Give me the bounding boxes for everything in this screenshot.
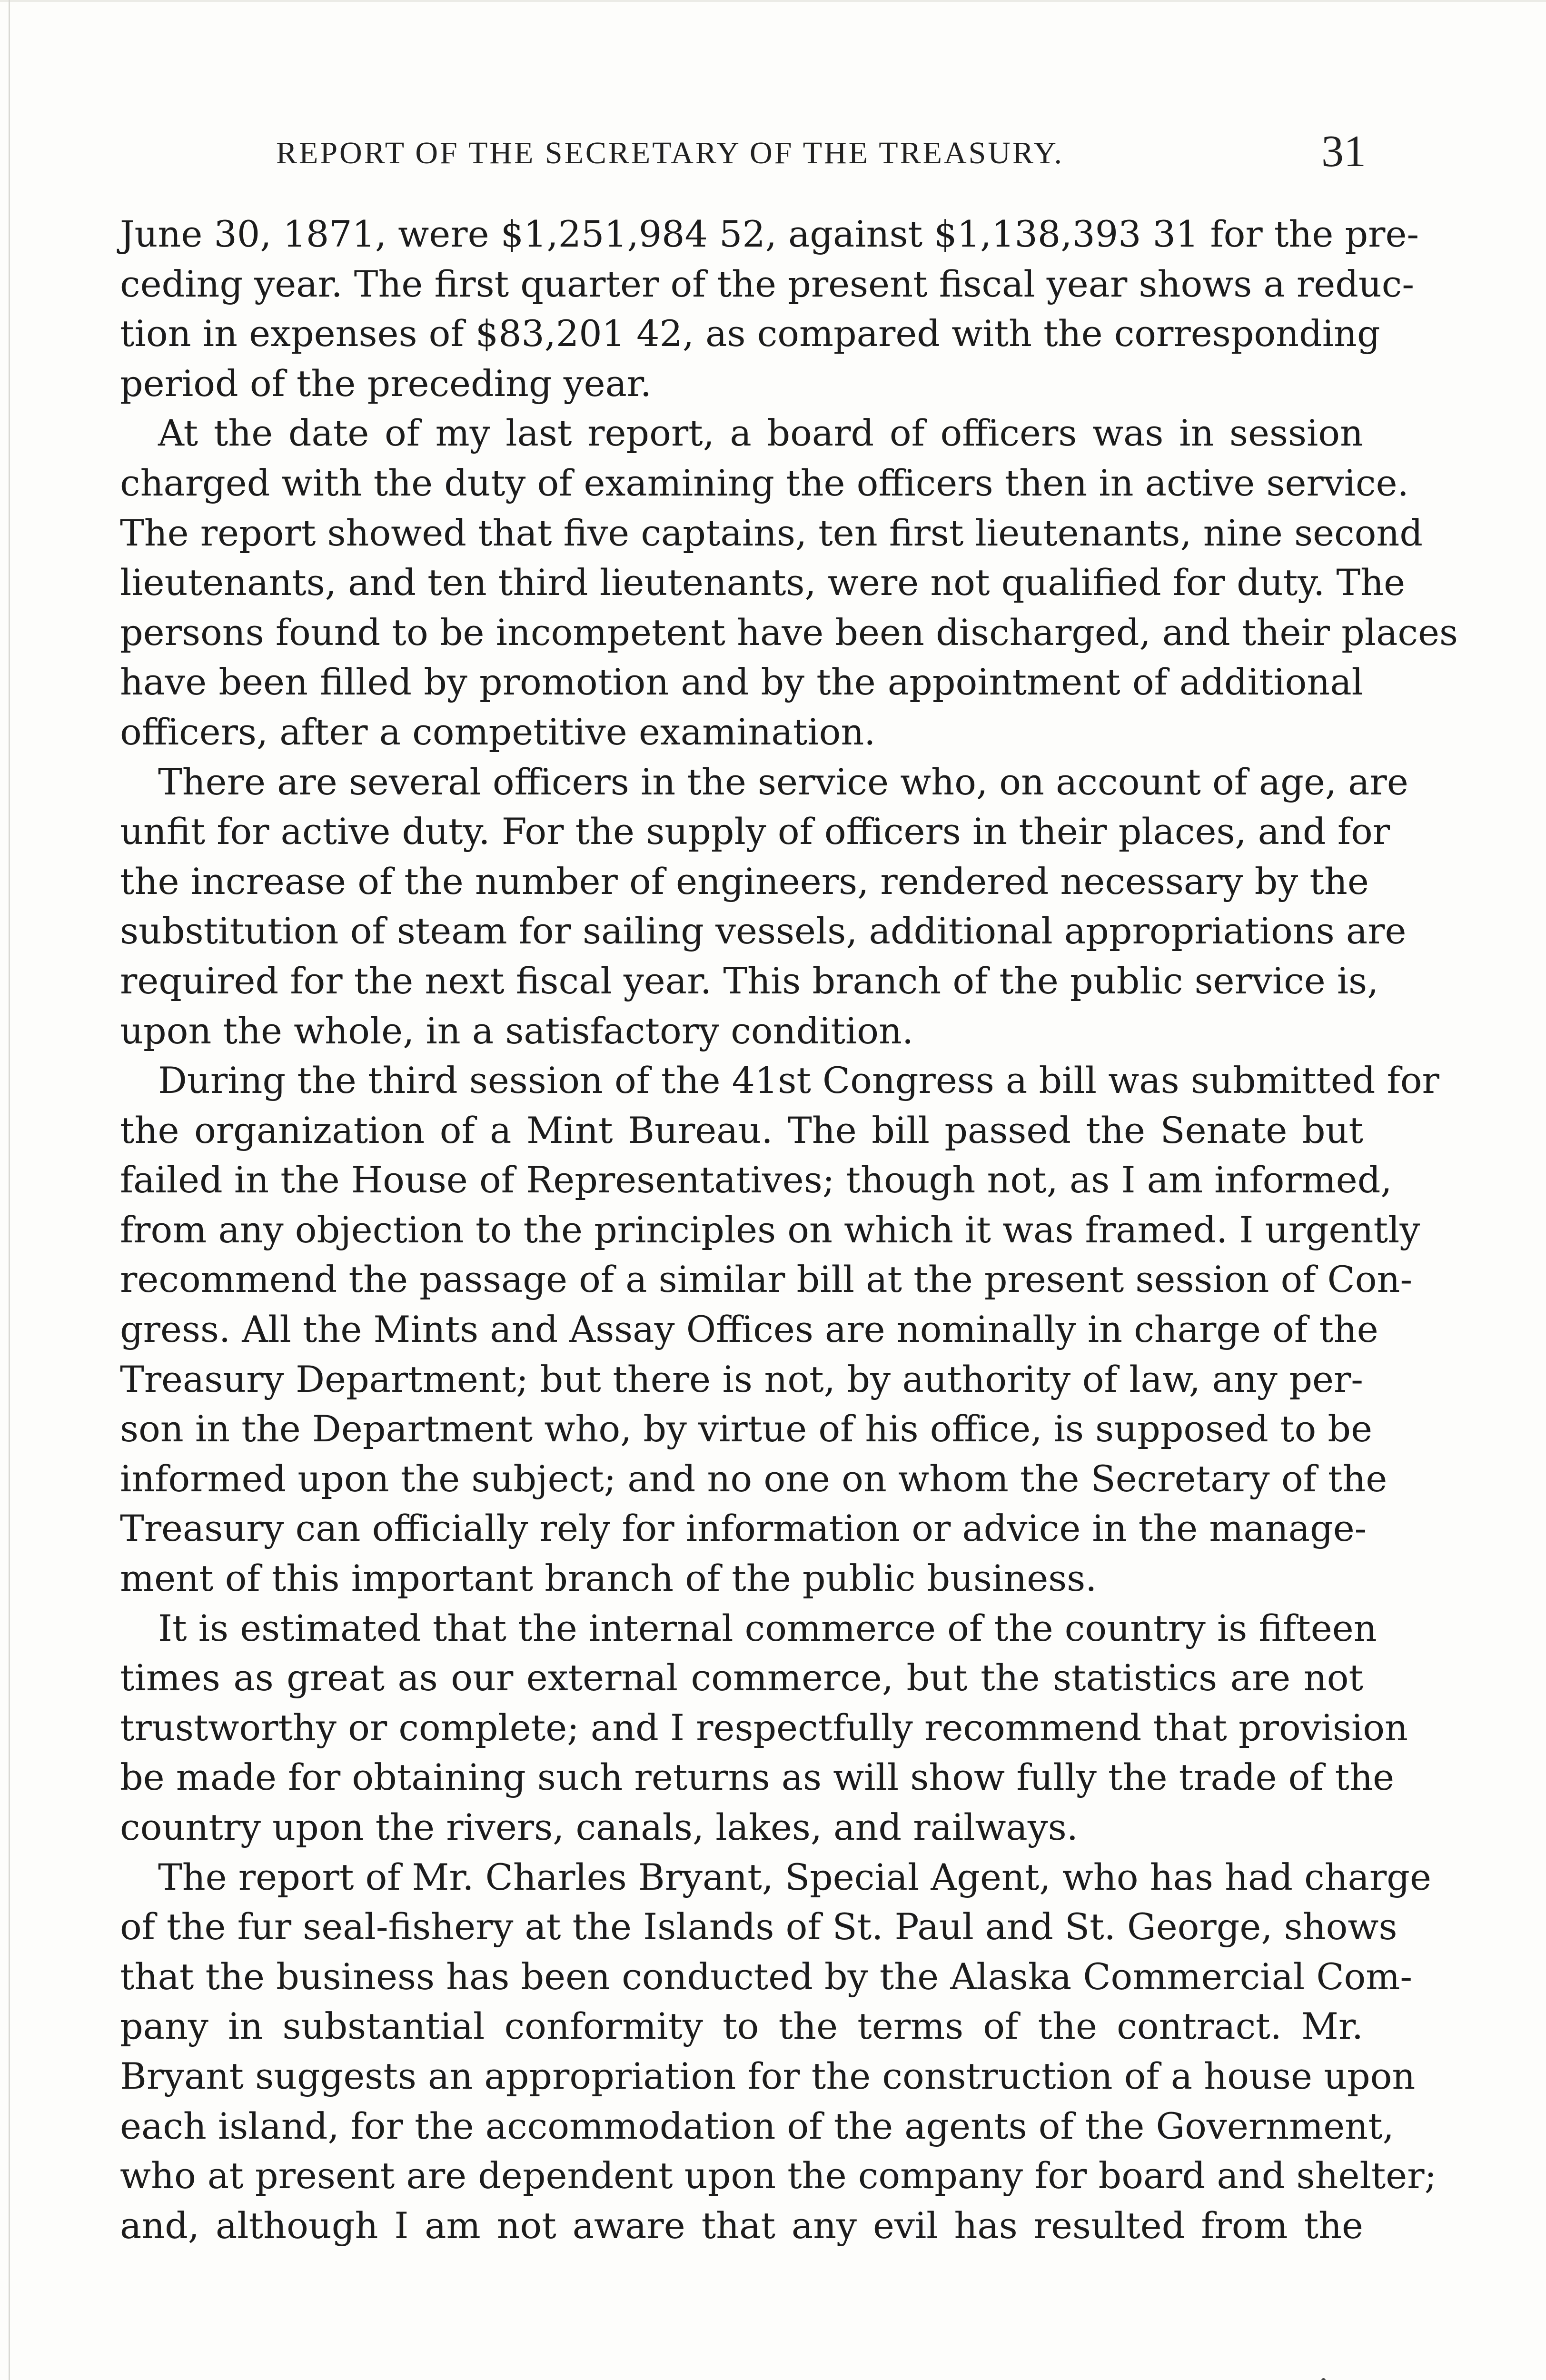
paragraph [120,1853,1437,2251]
text-line: During the third session of the 41st Congress a bill was submitted for [158,1059,1439,1102]
running-head: REPORT OF THE SECRETARY OF THE TREASURY. [276,136,1064,170]
text-line: required for the next fiscal year. This branch of the public service is, [120,959,1379,1002]
text-line: of the fur seal-fishery at the Islands of St. Paul and St. George, shows [120,1905,1397,1948]
text-line: be made for obtaining such returns as will show fully the trade of the [120,1756,1395,1799]
text-line: gress. All the Mints and Assay Offices are nominally in charge of the [120,1308,1378,1351]
text-line: who at present are dependent upon the company for board and shelter; [120,2154,1437,2197]
text-line: country upon the rivers, canals, lakes, and railways. [120,1806,1078,1848]
paragraph [120,408,1458,757]
text-line: June 30, 1871, were $1,251,984 52, against $1,138,393 31 for the pre- [120,213,1419,255]
text-line: pany in substantial conformity to the terms of the contract. Mr. [120,2005,1363,2048]
text-line: At the date of my last report, a board of officers was in session [158,412,1363,455]
text-line: trustworthy or complete; and I respectfully recommend that provision [120,1706,1408,1749]
paragraph [120,209,1419,408]
text-line: charged with the duty of examining the officers then in active service. [120,461,1409,504]
page-top-edge [0,0,1546,2]
text-line: Treasury can officially rely for information or advice in the manage- [120,1507,1367,1550]
text-line: son in the Department who, by virtue of his office, is supposed to be [120,1408,1373,1450]
text-line: ceding year. The first quarter of the present fiscal year shows a reduc- [120,262,1415,305]
text-line: There are several officers in the service who, on account of age, are [158,760,1408,803]
text-line: The report showed that five captains, ten first lieutenants, nine second [120,511,1423,554]
text-line: the increase of the number of engineers, rendered necessary by the [120,860,1369,902]
text-line: the organization of a Mint Bureau. The bill passed the Senate but [120,1109,1363,1151]
text-line: substitution of steam for sailing vessels, additional appropriations are [120,910,1407,952]
text-line: Treasury Department; but there is not, by authority of law, any per- [120,1358,1363,1400]
text-line: that the business has been conducted by the Alaska Commercial Com- [120,1955,1413,1998]
text-line: unfit for active duty. For the supply of officers in their places, and for [120,810,1390,853]
text-line: persons found to be incompetent have been discharged, and their places [120,611,1458,654]
text-line: lieutenants, and ten third lieutenants, were not qualified for duty. The [120,561,1406,604]
text-line: recommend the passage of a similar bill at the present session of Con- [120,1258,1413,1301]
text-line: ment of this important branch of the public business. [120,1557,1097,1600]
text-line: times as great as our external commerce, but the statistics are not [120,1656,1363,1699]
text-line: tion in expenses of $83,201 42, as compared with the corresponding [120,312,1380,355]
text-line: and, although I am not aware that any evil has resulted from the [120,2204,1363,2247]
text-line: officers, after a competitive examination. [120,710,876,753]
body-text [120,209,1458,2251]
print-speck [1321,2378,1326,2380]
text-line: each island, for the accommodation of the agents of the Government, [120,2104,1394,2147]
text-line: upon the whole, in a satisfactory condition. [120,1009,914,1052]
text-line: period of the preceding year. [120,362,652,405]
text-line: informed upon the subject; and no one on whom the Secretary of the [120,1457,1387,1500]
text-line: The report of Mr. Charles Bryant, Special Agent, who has had charge [158,1855,1431,1898]
paragraph [120,1604,1408,1853]
text-line: failed in the House of Representatives; though not, as I am informed, [120,1159,1392,1201]
page-header [119,129,1366,181]
text-line: It is estimated that the internal commerce of the country is fifteen [158,1606,1377,1649]
binding-edge-line [9,0,10,2380]
text-line: have been filled by promotion and by the appointment of additional [120,661,1363,704]
text-line: Bryant suggests an appropriation for the construction of a house upon [120,2054,1416,2097]
text-line: from any objection to the principles on which it was framed. I urgently [120,1208,1420,1251]
page-number: 31 [1321,127,1366,176]
paragraph [120,1056,1439,1604]
paragraph [120,757,1408,1056]
